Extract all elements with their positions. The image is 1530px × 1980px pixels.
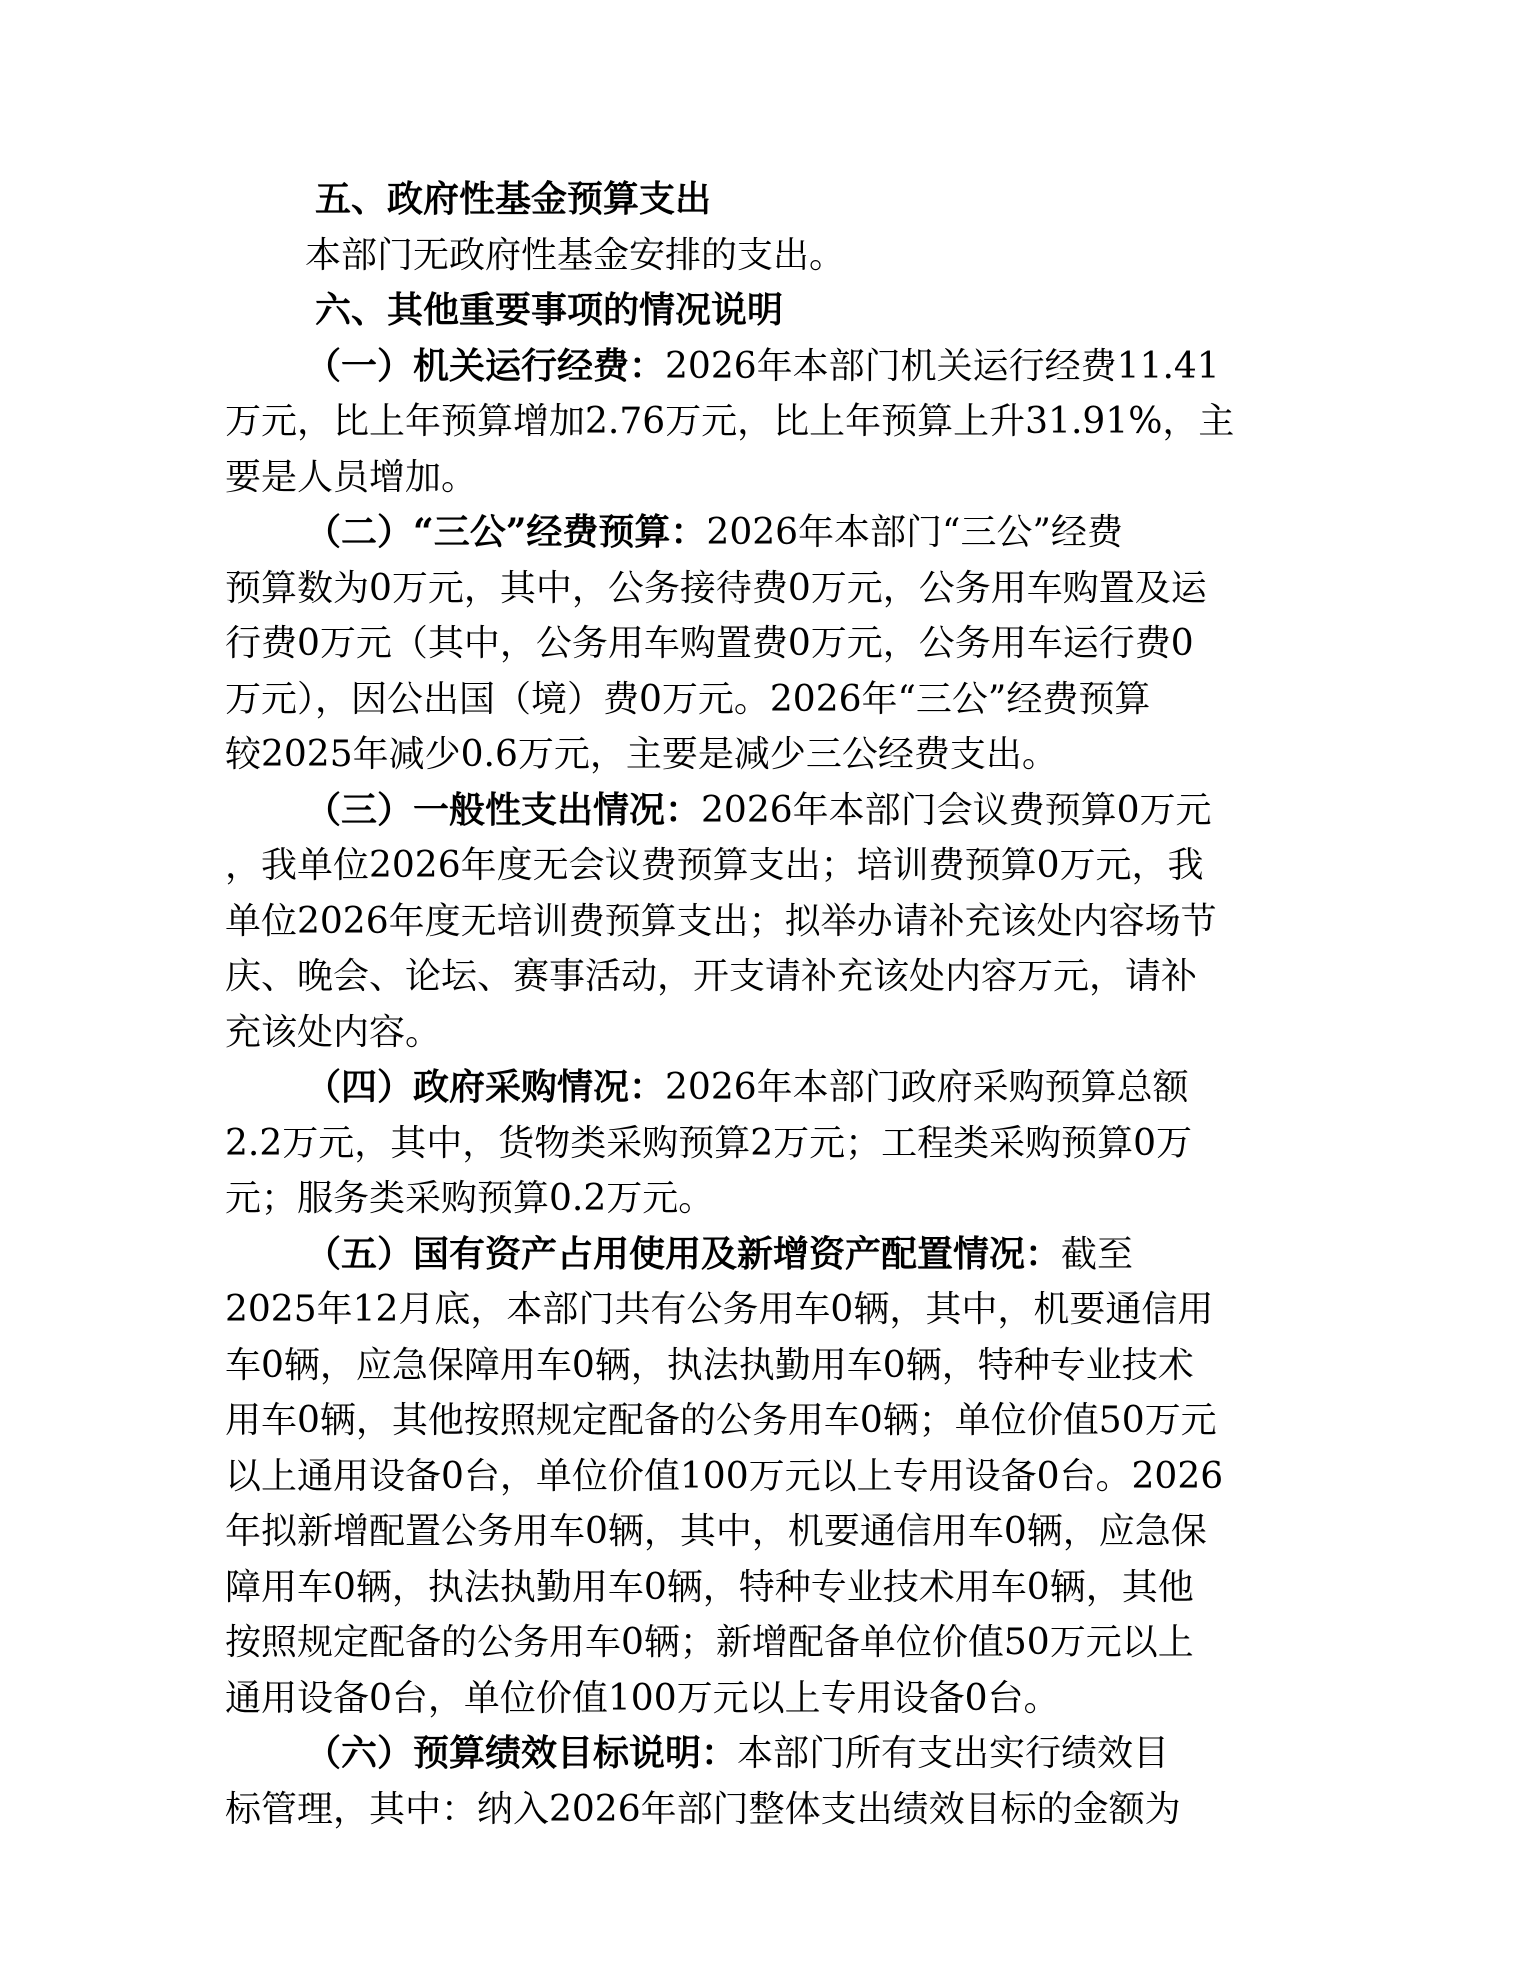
- paragraph-line: 较2025年减少0.6万元，主要是减少三公经费支出。: [225, 734, 1058, 775]
- subsection-paragraph-start: [225, 505, 1300, 561]
- paragraph-text: 截至: [1061, 1233, 1134, 1275]
- paragraph-line: 年拟新增配置公务用车0辆，其中，机要通信用车0辆，应急保: [225, 1511, 1207, 1552]
- paragraph-line: 单位2026年度无培训费预算支出；拟举办请补充该处内容场节: [225, 900, 1217, 942]
- paragraph-line: 通用设备0台，单位价值100万元以上专用设备0台。: [225, 1677, 1060, 1719]
- paragraph-text: 2026年本部门机关运行经费11.41: [665, 345, 1220, 387]
- paragraph-line: 按照规定配备的公务用车0辆；新增配备单位价值50万元以上: [225, 1622, 1194, 1663]
- subsection-title: （五）国有资产占用使用及新增资产配置情况：: [305, 1232, 1062, 1275]
- subsection-paragraph-start: [225, 339, 1300, 395]
- subsection-title: （一）机关运行经费：: [305, 344, 666, 387]
- paragraph-line: ，我单位2026年度无会议费预算支出；培训费预算0万元，我: [225, 845, 1204, 886]
- paragraph-line: 2025年12月底，本部门共有公务用车0辆，其中，机要通信用: [225, 1289, 1214, 1330]
- paragraph-line: 用车0辆，其他按照规定配备的公务用车0辆；单位价值50万元: [225, 1400, 1217, 1441]
- paragraph-text: 2026年本部门政府采购预算总额: [665, 1067, 1189, 1108]
- subsection-paragraph-start: [225, 783, 1300, 839]
- paragraph-text: 本部门所有支出实行绩效目: [737, 1733, 1170, 1774]
- paragraph-line: 本部门无政府性基金安排的支出。: [305, 234, 846, 276]
- section-heading: 五、政府性基金预算支出: [315, 178, 712, 220]
- section-heading: 六、其他重要事项的情况说明: [315, 289, 784, 331]
- paragraph-line: 万元，比上年预算增加2.76万元，比上年预算上升31.91%，主: [225, 401, 1235, 442]
- document-body: [225, 172, 1300, 1837]
- paragraph-line: 预算数为0万元，其中，公务接待费0万元，公务用车购置及运: [225, 567, 1207, 609]
- paragraph-line: 障用车0辆，执法执勤用车0辆，特种专业技术用车0辆，其他: [225, 1566, 1194, 1608]
- paragraph-line: 以上通用设备0台，单位价值100万元以上专用设备0台。2026: [225, 1455, 1224, 1497]
- paragraph-line: 要是人员增加。: [225, 456, 478, 498]
- subsection-title: （六）预算绩效目标说明：: [305, 1732, 738, 1774]
- paragraph-line: 元；服务类采购预算0.2万元。: [225, 1178, 715, 1219]
- subsection-title: （四）政府采购情况：: [305, 1066, 666, 1108]
- paragraph-line: 2.2万元，其中，货物类采购预算2万元；工程类采购预算0万: [225, 1122, 1193, 1164]
- subsection-title: （三）一般性支出情况：: [305, 788, 702, 831]
- subsection-paragraph-start: [225, 1060, 1300, 1116]
- subsection-paragraph-start: [225, 1227, 1300, 1283]
- paragraph-text: 2026年本部门“三公”经费: [706, 512, 1123, 553]
- paragraph-line: 庆、晚会、论坛、赛事活动，开支请补充该处内容万元，请补: [225, 956, 1198, 997]
- paragraph-line: 行费0万元（其中，公务用车购置费0万元，公务用车运行费0: [225, 623, 1194, 664]
- paragraph-line: 充该处内容。: [225, 1011, 442, 1053]
- subsection-title: （二）“三公”经费预算：: [305, 511, 707, 553]
- paragraph-text: 2026年本部门会议费预算0万元: [701, 789, 1212, 831]
- subsection-paragraph-start: [225, 1726, 1300, 1782]
- paragraph-line: 车0辆，应急保障用车0辆，执法执勤用车0辆，特种专业技术: [225, 1344, 1194, 1386]
- paragraph-line: 标管理，其中：纳入2026年部门整体支出绩效目标的金额为: [225, 1788, 1181, 1830]
- paragraph-line: 万元），因公出国（境）费0万元。2026年“三公”经费预算: [225, 678, 1151, 720]
